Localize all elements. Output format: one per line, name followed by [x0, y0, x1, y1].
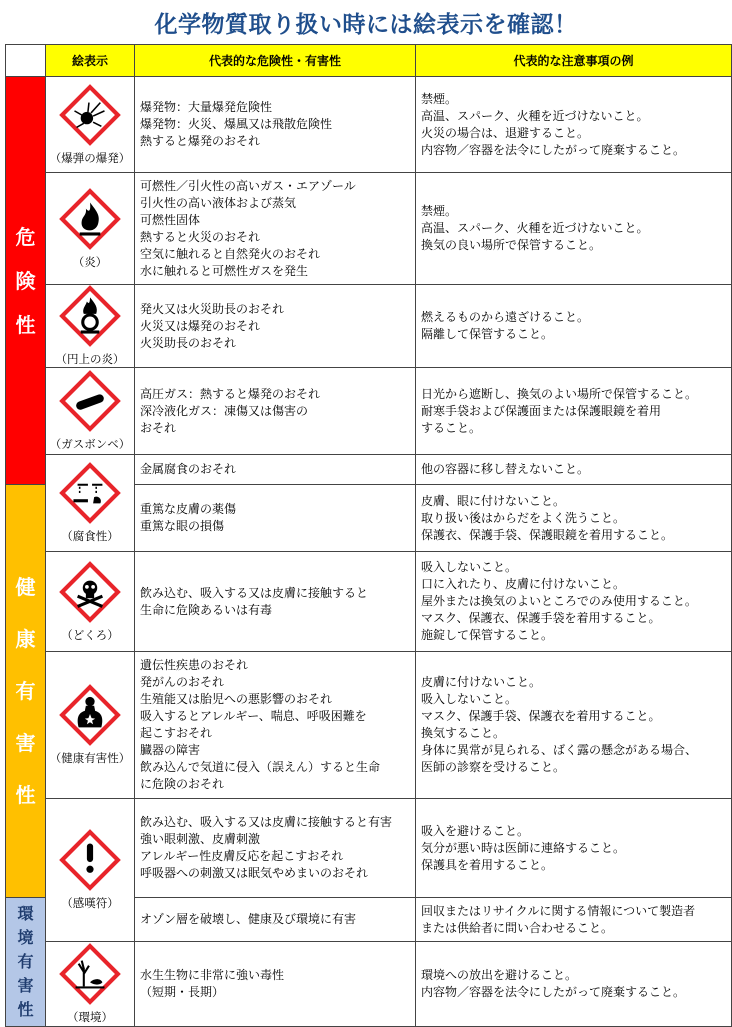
hazard-line: 熱すると爆発のおそれ — [140, 134, 261, 148]
table-row — [6, 799, 732, 898]
precautions-cell — [416, 368, 732, 455]
category-label: 危険性 — [15, 224, 36, 337]
hazard-line: 吸入するとアレルギー、喘息、呼吸困難を — [140, 709, 367, 723]
corrosion-icon — [46, 462, 134, 524]
pictogram-label: （ガスボンベ） — [49, 437, 131, 451]
gas-cylinder-icon — [46, 370, 134, 432]
category-label: 健康有害性 — [15, 575, 36, 807]
hazard-line: （短期・長期） — [140, 985, 225, 999]
hazard-line: 金属腐食のおそれ — [140, 462, 237, 476]
header-blank — [6, 45, 46, 77]
category-health — [6, 485, 46, 898]
precaution-line: 皮膚、眼に付けないこと。 — [421, 493, 566, 508]
hazard-line: 発火又は火災助長のおそれ — [140, 301, 285, 316]
hazard-line: 空気に触れると自然発火のおそれ — [140, 246, 321, 261]
health-hazard-icon — [46, 684, 134, 746]
hazard-line: 水に触れると可燃性ガスを発生 — [140, 263, 309, 278]
table-row — [6, 173, 732, 285]
hazards-cell — [135, 652, 416, 799]
hazard-line: 生命に危険あるいは有毒 — [140, 602, 273, 617]
header-pictogram: 絵表示 — [46, 45, 135, 77]
hazards-cell — [135, 898, 416, 942]
precaution-line: 施錠して保管すること。 — [421, 628, 554, 642]
exclamation-mark-icon — [46, 829, 134, 891]
pictogram-label: （感嘆符） — [61, 896, 119, 910]
hazard-line: 深冷液化ガス：凍傷又は傷害の — [140, 403, 309, 418]
hazards-cell — [135, 485, 416, 552]
hazards-cell — [135, 368, 416, 455]
hazards-cell — [135, 942, 416, 1027]
precaution-line: 換気すること。 — [421, 726, 506, 740]
hazard-line: アレルギー性皮膚反応を起こすおそれ — [140, 849, 344, 863]
pictogram-cell — [46, 173, 135, 285]
environment-icon — [46, 943, 134, 1005]
precaution-line: 医師の診察を受けること。 — [421, 760, 566, 774]
table-row — [6, 368, 732, 455]
pictogram-cell — [46, 77, 135, 173]
hazard-line: 重篤な皮膚の薬傷 — [140, 502, 237, 516]
hazard-line: 可燃性／引火性の高いガス・エアゾール — [140, 178, 356, 193]
table-row — [6, 285, 732, 368]
pictogram-cell — [46, 368, 135, 455]
precaution-line: 耐寒手袋および保護面または保護眼鏡を着用 — [421, 403, 662, 418]
pictogram-cell — [46, 652, 135, 799]
precaution-line: または供給者に問い合わせること。 — [421, 920, 614, 935]
table-row — [6, 942, 732, 1027]
pictogram-cell — [46, 552, 135, 652]
category-danger — [6, 77, 46, 485]
table-row — [6, 652, 732, 799]
hazard-line: 呼吸器への刺激又は眠気やめまいのおそれ — [140, 866, 369, 880]
hazard-line: 飲み込む、吸入する又は皮膚に接触すると有害 — [140, 815, 393, 829]
pictogram-label: （環境） — [67, 1010, 113, 1024]
pictogram-label: （爆弾の爆発） — [49, 150, 131, 165]
precautions-cell — [416, 942, 732, 1027]
hazards-cell — [135, 77, 416, 173]
pictogram-label: （腐食性） — [61, 529, 119, 543]
skull-crossbones-icon — [46, 561, 134, 623]
hazard-line: 起こすおそれ — [140, 726, 213, 740]
hazard-line: 引火性の高い液体および蒸気 — [140, 195, 297, 210]
hazard-line: 臓器の障害 — [140, 743, 201, 757]
hazard-line: 火災助長のおそれ — [140, 335, 237, 350]
precaution-line: 高温、スパーク、火種を近づけないこと。 — [421, 108, 649, 123]
hazard-line: 重篤な眼の損傷 — [140, 519, 225, 533]
precautions-cell — [416, 485, 732, 552]
hazard-line: 爆発物：大量爆発危険性 — [140, 100, 273, 114]
precaution-line: 燃えるものから遠ざけること。 — [421, 310, 590, 324]
precautions-cell — [416, 799, 732, 898]
precaution-line: 日光から遮断し、換気のよい場所で保管すること。 — [421, 386, 698, 401]
flame-over-circle-icon — [46, 285, 134, 347]
hazard-line: 飲み込んで気道に侵入（誤えん）すると生命 — [140, 760, 381, 774]
pictogram-label: （健康有害性） — [49, 751, 131, 765]
precaution-line: 禁煙。 — [421, 91, 458, 106]
precautions-cell — [416, 898, 732, 942]
hazard-line: オゾン層を破壊し、健康及び環境に有害 — [140, 912, 357, 926]
hazard-line: 可燃性固体 — [140, 212, 201, 227]
hazard-line: 強い眼刺激、皮膚刺激 — [140, 832, 261, 846]
precaution-line: 火災の場合は、退避すること。 — [421, 125, 590, 140]
precaution-line: 換気の良い場所で保管すること。 — [421, 238, 602, 252]
precautions-cell — [416, 652, 732, 799]
pictogram-label: （炎） — [72, 254, 108, 269]
precaution-line: 屋外または換気のよいところでのみ使用すること。 — [421, 594, 697, 608]
hazard-line: に危険のおそれ — [140, 777, 225, 791]
pictogram-cell — [46, 455, 135, 552]
hazards-cell — [135, 552, 416, 652]
hazard-line: 生殖能又は胎児への悪影響のおそれ — [140, 692, 333, 706]
ghs-pictogram-table — [5, 44, 732, 1027]
precautions-cell — [416, 552, 732, 652]
exploding-bomb-icon — [46, 84, 134, 146]
precaution-line: 内容物／容器を法令にしたがって廃棄すること。 — [421, 142, 686, 157]
pictogram-label: （円上の炎） — [55, 352, 125, 366]
hazards-cell — [135, 799, 416, 898]
category-environment — [6, 898, 46, 1027]
precautions-cell — [416, 77, 732, 173]
category-label: 環境有害性 — [17, 904, 34, 1019]
pictogram-label: （どくろ） — [61, 627, 119, 642]
precaution-line: 口に入れたり、皮膚に付けないこと。 — [421, 577, 626, 591]
table-row — [6, 552, 732, 652]
hazard-line: 熱すると火災のおそれ — [140, 229, 261, 244]
hazard-line: 爆発物：火災、爆風又は飛散危険性 — [140, 117, 333, 131]
hazards-cell — [135, 173, 416, 285]
header-hazards: 代表的な危険性・有害性 — [135, 45, 416, 77]
precaution-line: 他の容器に移し替えないこと。 — [421, 462, 590, 476]
precaution-line: 吸入しないこと。 — [421, 560, 518, 574]
page-title: 化学物質取り扱い時には絵表示を確認！ — [154, 12, 578, 38]
precaution-line: 禁煙。 — [421, 204, 458, 218]
precaution-line: 身体に異常が見られる、ばく露の懸念がある場合、 — [421, 743, 698, 757]
hazard-line: 遺伝性疾患のおそれ — [140, 658, 249, 672]
precautions-cell — [416, 455, 732, 485]
precaution-line: 保護具を着用すること。 — [421, 857, 554, 872]
pictogram-cell — [46, 799, 135, 942]
hazards-cell — [135, 285, 416, 368]
header-precautions: 代表的な注意事項の例 — [416, 45, 732, 77]
hazards-cell — [135, 455, 416, 485]
flame-icon — [46, 188, 134, 250]
table-row — [6, 77, 732, 173]
precaution-line: 環境への放出を避けること。 — [421, 968, 578, 982]
hazard-line: 高圧ガス：熱すると爆発のおそれ — [140, 386, 321, 401]
precautions-cell — [416, 285, 732, 368]
table-row — [6, 455, 732, 485]
header-row — [6, 45, 732, 77]
pictogram-cell — [46, 285, 135, 368]
precaution-line: 隔離して保管すること。 — [421, 327, 554, 341]
precaution-line: 内容物／容器を法令にしたがって廃棄すること。 — [421, 985, 686, 999]
precaution-line: マスク、保護手袋、保護衣を着用すること。 — [421, 709, 661, 723]
precaution-line: すること。 — [421, 420, 482, 435]
pictogram-cell — [46, 942, 135, 1027]
hazard-line: 飲み込む、吸入する又は皮膚に接触すると — [140, 585, 369, 600]
precaution-line: マスク、保護衣、保護手袋を着用すること。 — [421, 611, 661, 625]
precaution-line: 気分が悪い時は医師に連絡すること。 — [421, 840, 626, 855]
hazard-line: 水生生物に非常に強い毒性 — [140, 968, 285, 982]
precaution-line: 吸入を避けること。 — [421, 823, 530, 838]
precautions-cell — [416, 173, 732, 285]
precaution-line: 高温、スパーク、火種を近づけないこと。 — [421, 221, 649, 235]
precaution-line: 吸入しないこと。 — [421, 692, 518, 706]
precaution-line: 回収またはリサイクルに関する情報について製造者 — [421, 903, 696, 918]
hazard-line: おそれ — [140, 420, 177, 435]
precaution-line: 保護衣、保護手袋、保護眼鏡を着用すること。 — [421, 527, 674, 542]
hazard-line: 発がんのおそれ — [140, 675, 225, 689]
precaution-line: 取り扱い後はからだをよく洗うこと。 — [421, 510, 626, 525]
hazard-line: 火災又は爆発のおそれ — [140, 318, 261, 333]
precaution-line: 皮膚に付けないこと。 — [421, 675, 542, 689]
